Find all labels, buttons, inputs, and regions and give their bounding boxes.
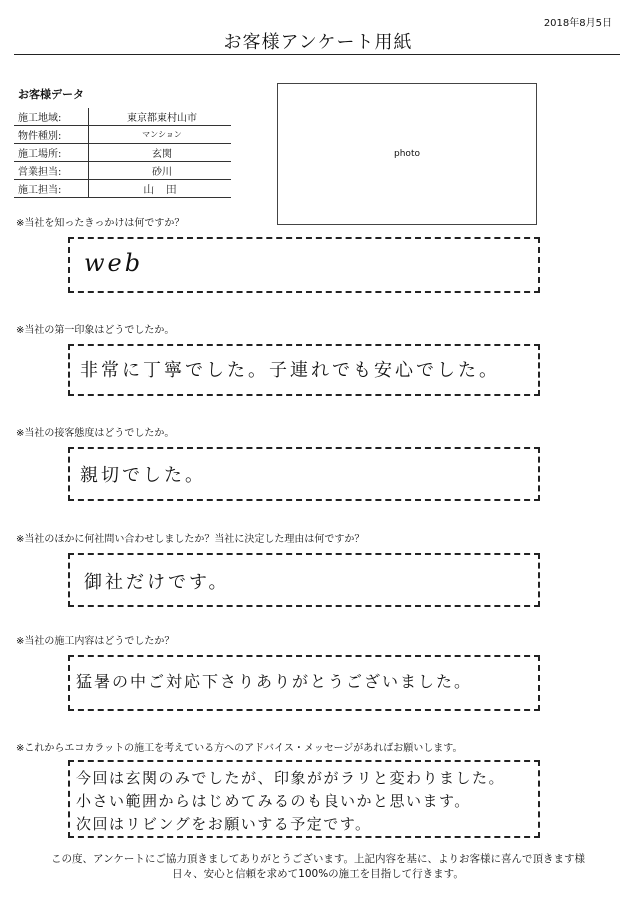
table-row (14, 144, 231, 162)
question-first-impression: ※当社の第一印象はどうでしたか。 (16, 325, 175, 336)
customer-data-heading: お客様データ (18, 88, 84, 101)
answer-box-first-impression (68, 344, 540, 396)
row-value: 砂川 (89, 162, 232, 180)
title-divider (14, 54, 620, 55)
question-source: ※当社を知ったきっかけは何ですか？ (16, 218, 185, 229)
answer-text: 親切でした。 (80, 465, 206, 486)
row-label: 施工担当: (14, 180, 89, 198)
answer-text: 御社だけです。 (84, 572, 230, 593)
table-row (14, 126, 231, 144)
answer-line: 小さい範囲からはじめてみるのも良いかと思います。 (76, 792, 471, 810)
row-value: マンション (89, 126, 232, 144)
row-label: 施工場所: (14, 144, 89, 162)
question-work-quality: ※当社の施工内容はどうでしたか？ (16, 636, 175, 647)
table-row (14, 162, 231, 180)
answer-box-work-quality (68, 655, 540, 711)
closing-message (0, 852, 636, 882)
answer-box-advice (68, 760, 540, 838)
row-value-handwritten: 山 田 (89, 180, 232, 198)
question-other-companies: ※当社のほかに何社問い合わせしましたか？当社に決定した理由は何ですか？ (16, 534, 365, 545)
question-service-attitude: ※当社の接客態度はどうでしたか。 (16, 428, 175, 439)
answer-line: 次回はリビングをお願いする予定です。 (76, 815, 372, 833)
answer-text: web (84, 249, 144, 277)
page-title: お客様アンケート用紙 (223, 32, 413, 53)
closing-line: 日々、安心と信頼を求めて100%の施工を目指して行きます。 (172, 868, 464, 880)
table-row (14, 180, 231, 198)
row-value: 玄関 (89, 144, 232, 162)
answer-box-source (68, 237, 540, 293)
answer-text: 猛暑の中ご対応下さりありがとうございました。 (76, 672, 473, 691)
answer-line: 今回は玄関のみでしたが、印象ががラリと変わりました。 (76, 769, 506, 787)
survey-date: 2018年8月5日 (543, 18, 612, 29)
customer-data-table (14, 108, 231, 198)
table-row (14, 108, 231, 126)
question-advice: ※これからエコカラットの施工を考えている方へのアドバイス・メッセージがあればお願いします。 (16, 743, 463, 754)
row-label: 営業担当: (14, 162, 89, 180)
answer-box-service-attitude (68, 447, 540, 501)
answer-box-other-companies (68, 553, 540, 607)
photo-box (277, 83, 537, 225)
photo-placeholder-label: photo (394, 149, 420, 159)
row-value: 東京都東村山市 (89, 108, 232, 126)
row-label: 施工地域: (14, 108, 89, 126)
answer-text-block (76, 767, 505, 836)
closing-line: この度、アンケートにご協力頂きましてありがとうございます。上記内容を基に、よりお客様に喜んで頂きます様 (50, 853, 586, 865)
answer-text: 非常に丁寧でした。子連れでも安心でした。 (80, 360, 500, 381)
row-label: 物件種別: (14, 126, 89, 144)
